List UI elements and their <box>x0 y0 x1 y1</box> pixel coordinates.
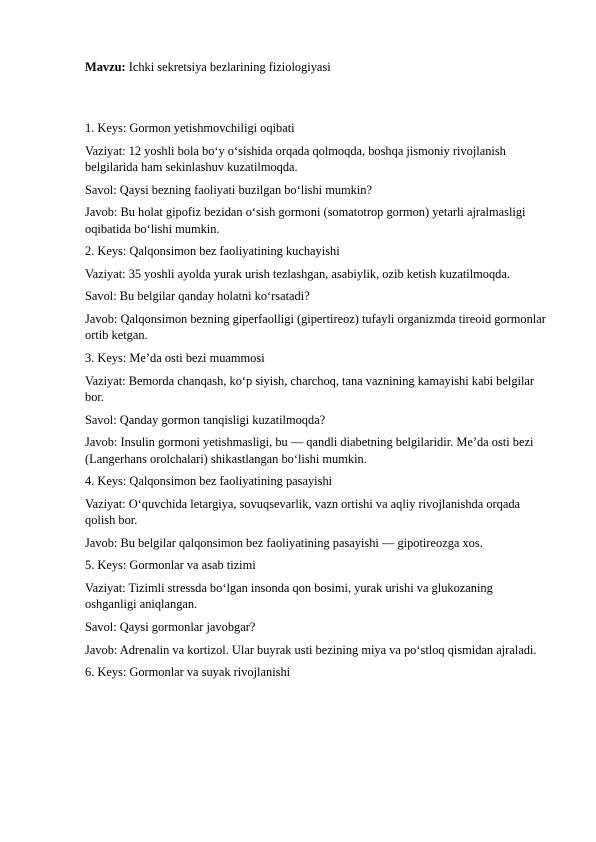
case-heading-1: 1. Keys: Gormon yetishmovchiligi oqibati <box>85 121 295 135</box>
case-4-situation: Vaziyat: O‘quvchida letargiya, sovuqsevarlik, vazn ortishi va aqliy rivojlanishda orqada qolish bor. <box>85 496 521 528</box>
case-1-situation: Vaziyat: 12 yoshli bola bo‘y o‘sishida orqada qolmoqda, boshqa jismoniy rivojlanish belgilarida ham sekinlashuv kuzatilmoqda. <box>85 143 506 174</box>
case-3-situation: Vaziyat: Bemorda chanqash, ko‘p siyish, charchoq, tana vaznining kamayishi kabi belgilar bor. <box>85 373 535 404</box>
case-4-answer: Javob: Bu belgilar qalqonsimon bez faoliyatining pasayishi — gipotireozga xos. <box>85 535 483 550</box>
case-heading-6: 6. Keys: Gormonlar va suyak rivojlanishi <box>85 665 291 680</box>
case-2-situation: Vaziyat: 35 yoshli ayolda yurak urish tezlashgan, asabiylik, ozib ketish kuzatilmoqda. <box>85 266 510 281</box>
case-heading-4: 4. Keys: Qalqonsimon bez faoliyatining pasayishi <box>85 474 333 489</box>
case-5-situation: Vaziyat: Tizimli stressda bo‘lgan insonda qon bosimi, yurak urishi va glukozaning oshganligi aniqlangan. <box>85 580 493 612</box>
case-5-answer: Javob: Adrenalin va kortizol. Ular buyrak usti bezining miya va po‘stloq qismidan ajraladi. <box>85 642 537 657</box>
page-title <box>85 59 331 75</box>
case-heading-3: 3. Keys: Me’da osti bezi muammosi <box>85 350 265 365</box>
case-5-question: Savol: Qaysi gormonlar javobgar? <box>85 619 256 634</box>
case-2-answer: Javob: Qalqonsimon bezning giperfaolligi (gipertireoz) tufayli organizmda tireoid gormonlar ortib ketgan. <box>85 311 546 343</box>
case-heading-2: 2. Keys: Qalqonsimon bez faoliyatining kuchayishi <box>85 244 340 259</box>
document-body <box>85 120 547 687</box>
case-3-answer: Javob: Insulin gormoni yetishmasligi, bu — qandli diabetning belgilaridir. Me’da osti bezi (Langerhans orolchalari) shikastlangan bo‘lishi mumkin. <box>85 435 534 466</box>
case-heading-5: 5. Keys: Gormonlar va asab tizimi <box>85 558 256 573</box>
case-1-answer: Javob: Bu holat gipofiz bezidan o‘sish gormoni (somatotrop gormon) yetarli ajralmasligi oqibatida bo‘lishi mumkin. <box>85 205 526 236</box>
case-3-question: Savol: Qanday gormon tanqisligi kuzatilmoqda? <box>85 412 326 427</box>
title-label: Mavzu: <box>85 60 126 74</box>
case-2-question: Savol: Bu belgilar qanday holatni ko‘rsatadi? <box>85 289 310 304</box>
case-1-question: Savol: Qaysi bezning faoliyati buzilgan bo‘lishi mumkin? <box>85 182 372 197</box>
title-text: Ichki sekretsiya bezlarining fiziologiyasi <box>125 60 331 74</box>
